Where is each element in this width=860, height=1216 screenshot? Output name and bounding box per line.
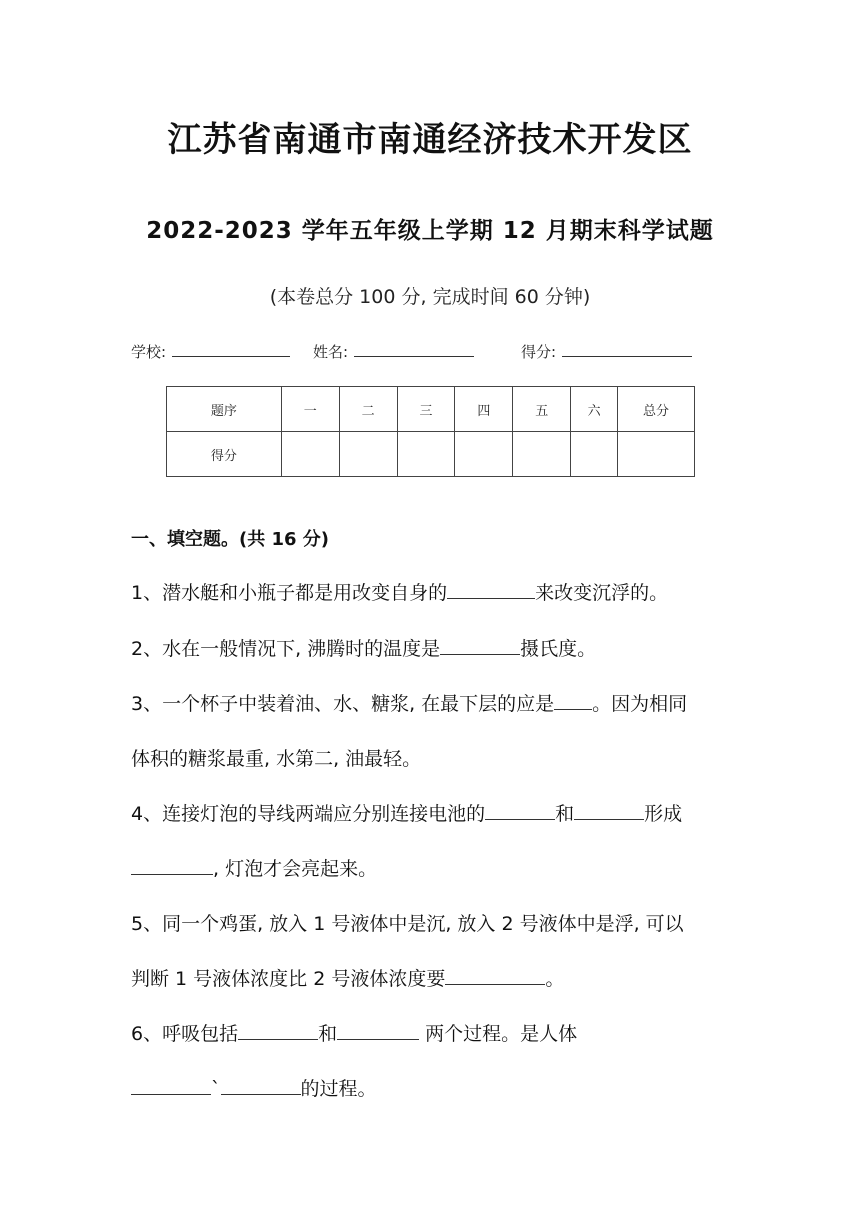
score-table-cell: 五 — [513, 387, 571, 432]
question-text: 1、潜水艇和小瓶子都是用改变自身的 — [131, 582, 448, 604]
exam-title: 江苏省南通市南通经济技术开发区 — [167, 120, 693, 160]
question-4 — [131, 799, 741, 826]
score-label: 得分: — [521, 343, 557, 361]
question-text: 5、同一个鸡蛋, 放入 1 号液体中是沉, 放入 2 号液体中是浮, 可以 — [131, 913, 684, 935]
score-input-cell[interactable] — [513, 432, 571, 477]
question-4-continued — [131, 854, 741, 881]
answer-blank[interactable] — [574, 801, 644, 820]
score-table-header-row — [167, 387, 695, 432]
score-table-cell: 总分 — [618, 387, 695, 432]
question-2 — [131, 634, 741, 661]
answer-blank[interactable] — [337, 1021, 419, 1040]
answer-blank[interactable] — [238, 1021, 318, 1040]
score-table-cell: 二 — [339, 387, 397, 432]
score-input-cell[interactable] — [455, 432, 513, 477]
answer-blank[interactable] — [131, 1076, 211, 1095]
question-text: 和 — [318, 1023, 338, 1045]
question-5 — [131, 909, 741, 936]
student-info-line — [131, 340, 751, 364]
school-field — [131, 340, 290, 362]
answer-blank[interactable] — [221, 1076, 301, 1095]
school-label: 学校: — [131, 343, 167, 361]
question-text: 。因为相同 — [592, 693, 688, 715]
answer-blank[interactable] — [131, 856, 213, 875]
question-6-continued — [131, 1074, 741, 1101]
question-text: , 灯泡才会亮起来。 — [213, 858, 378, 880]
score-field — [521, 340, 692, 362]
score-table-cell: 题序 — [167, 387, 282, 432]
score-table-cell: 四 — [455, 387, 513, 432]
answer-blank[interactable] — [554, 691, 592, 710]
score-input-cell[interactable] — [397, 432, 455, 477]
question-text: 摄氏度。 — [520, 638, 597, 660]
name-blank[interactable] — [354, 340, 474, 357]
answer-blank[interactable] — [447, 580, 535, 599]
name-field — [313, 340, 474, 362]
question-text: 4、连接灯泡的导线两端应分别连接电池的 — [131, 803, 486, 825]
question-3 — [131, 689, 741, 716]
school-blank[interactable] — [172, 340, 290, 357]
question-5-continued — [131, 964, 741, 991]
question-text: 6、呼吸包括 — [131, 1023, 239, 1045]
score-input-cell[interactable] — [281, 432, 339, 477]
score-table-cell: 三 — [397, 387, 455, 432]
score-table-cell: 一 — [281, 387, 339, 432]
score-row-label: 得分 — [167, 432, 282, 477]
section-heading: 一、填空题。(共 16 分) — [131, 529, 330, 550]
question-text: 3、一个杯子中装着油、水、糖浆, 在最下层的应是 — [131, 693, 555, 715]
name-label: 姓名: — [313, 343, 349, 361]
score-table — [166, 386, 695, 477]
exam-note: (本卷总分 100 分, 完成时间 60 分钟) — [269, 286, 591, 308]
question-text: 和 — [555, 803, 575, 825]
answer-blank[interactable] — [445, 966, 545, 985]
score-table-cell: 六 — [571, 387, 618, 432]
question-text: 。 — [545, 968, 565, 990]
question-text: 判断 1 号液体浓度比 2 号液体浓度要 — [131, 968, 446, 990]
question-text: 形成 — [644, 803, 683, 825]
exam-subtitle: 2022-2023 学年五年级上学期 12 月期末科学试题 — [146, 218, 714, 244]
question-text: 的过程。 — [300, 1078, 377, 1100]
score-blank[interactable] — [562, 340, 692, 357]
score-input-cell[interactable] — [571, 432, 618, 477]
score-table-score-row — [167, 432, 695, 477]
question-text: 体积的糖浆最重, 水第二, 油最轻。 — [131, 748, 422, 770]
question-text: 来改变沉浮的。 — [535, 582, 669, 604]
question-1 — [131, 578, 741, 605]
score-input-cell[interactable] — [339, 432, 397, 477]
question-6 — [131, 1019, 741, 1046]
question-text: 两个过程。是人体 — [419, 1023, 578, 1045]
question-3-continued — [131, 744, 741, 771]
question-text: 2、水在一般情况下, 沸腾时的温度是 — [131, 638, 441, 660]
answer-blank[interactable] — [485, 801, 555, 820]
question-text: ` — [211, 1078, 221, 1100]
answer-blank[interactable] — [440, 636, 520, 655]
score-input-cell[interactable] — [618, 432, 695, 477]
